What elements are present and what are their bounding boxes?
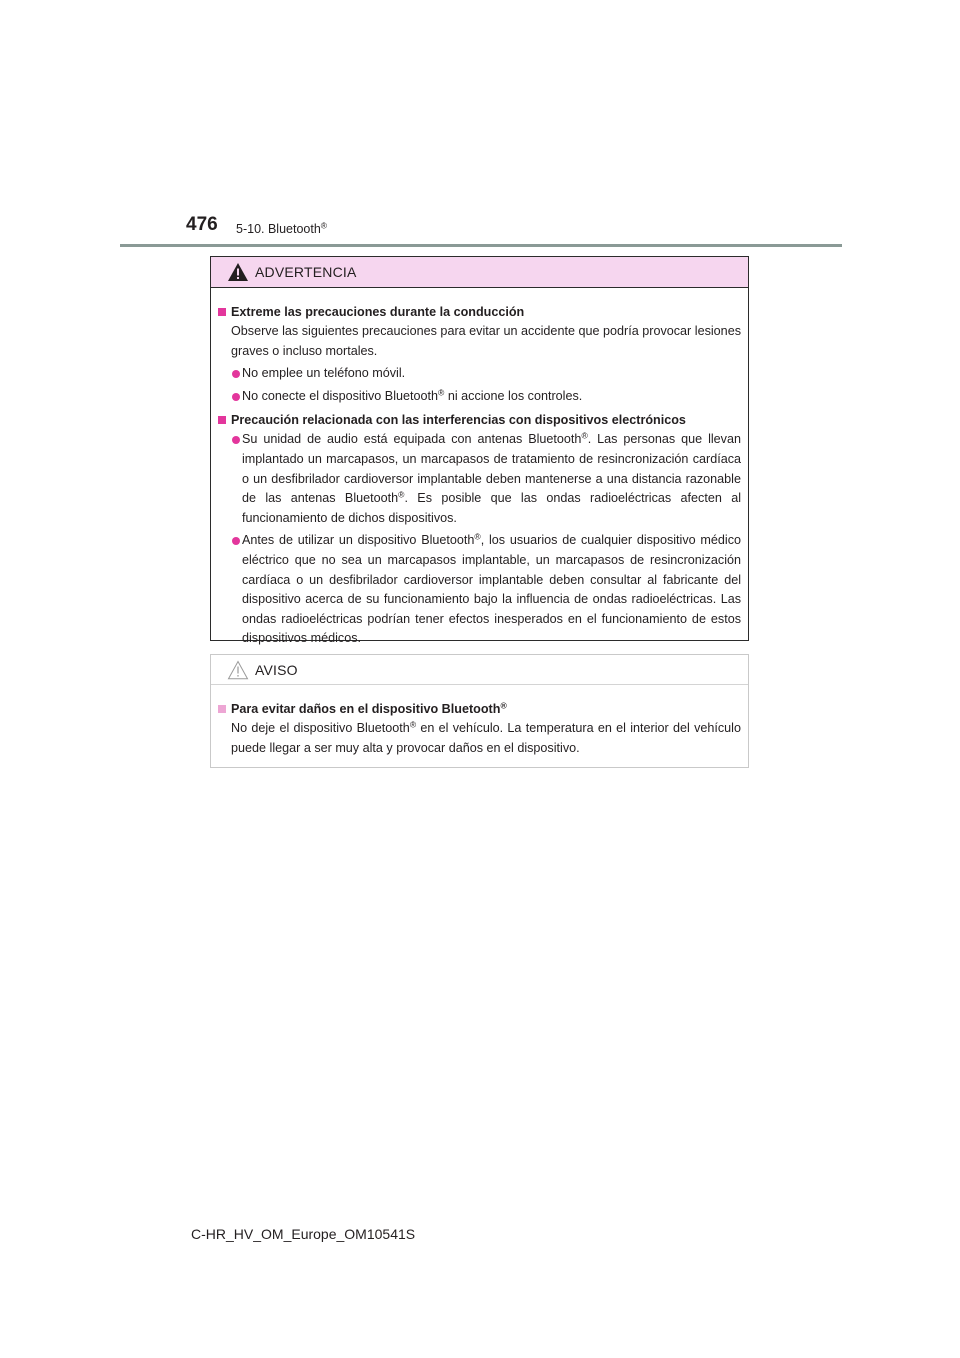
round-bullet-icon — [232, 370, 240, 378]
notice-heading: Para evitar daños en el dispositivo Bluetooth® — [218, 699, 741, 719]
warning-heading-driving: Extreme las precauciones durante la conducción — [218, 302, 741, 322]
square-bullet-icon — [218, 416, 226, 424]
page-number: 476 — [186, 214, 218, 235]
square-bullet-icon — [218, 308, 226, 316]
warning-bullet-controls: No conecte el dispositivo Bluetooth® ni accione los controles. — [218, 387, 741, 407]
notice-header — [211, 655, 748, 685]
warning-heading-interference: Precaución relacionada con las interferencias con dispositivos electrónicos — [218, 410, 741, 430]
footer-document-code: C-HR_HV_OM_Europe_OM10541S — [191, 1226, 416, 1242]
warning-box — [210, 256, 749, 646]
notice-body — [211, 685, 748, 758]
registered-mark: ® — [320, 220, 328, 231]
notice-box — [210, 654, 749, 768]
round-bullet-icon — [232, 393, 240, 401]
caution-triangle-icon — [227, 660, 249, 680]
notice-paragraph: No deje el dispositivo Bluetooth® en el vehículo. La temperatura en el interior del vehículo puede llegar a ser muy alta y provocar daños en el dispositivo. — [231, 719, 741, 755]
notice-title: AVISO — [255, 662, 298, 678]
warning-bullet-phone: No emplee un teléfono móvil. — [218, 364, 741, 384]
warning-paragraph: Observe las siguientes precauciones para evitar un accidente que podría provocar lesiones graves o incluso mortales. — [231, 324, 741, 358]
header-divider — [120, 244, 842, 247]
warning-bullet-medical-devices: Antes de utilizar un dispositivo Bluetooth®, los usuarios de cualquier dispositivo médico eléctrico que no sea un marcapasos implantable, un marcapasos de resincronización cardíaca o un desfibrilador cardioversor implantable deben consultar al fabricante del dispositivo acerca de su funcionamiento bajo la influencia de ondas radioeléctricas. Las ondas radioeléctricas podrían tener efectos inesperados en el funcionamiento de estos dispositivos médicos. — [218, 531, 741, 649]
square-bullet-icon — [218, 705, 226, 713]
warning-title: ADVERTENCIA — [255, 264, 357, 280]
warning-bullet-pacemaker: Su unidad de audio está equipada con antenas Bluetooth®. Las personas que llevan implantado un marcapasos, un marcapasos de tratamiento de resincronización cardíaca o un desfibrilador cardioversor implantable deben mantenerse a una distancia razonable de las antenas Bluetooth®. Es posible que las ondas radioeléctricas afecten al funcionamiento de dichos dispositivos. — [218, 430, 741, 528]
round-bullet-icon — [232, 436, 240, 444]
round-bullet-icon — [232, 537, 240, 545]
warning-triangle-icon — [227, 262, 249, 282]
section-title: 5-10. Bluetooth® — [236, 220, 328, 236]
warning-body — [211, 288, 748, 649]
warning-header — [211, 257, 748, 288]
